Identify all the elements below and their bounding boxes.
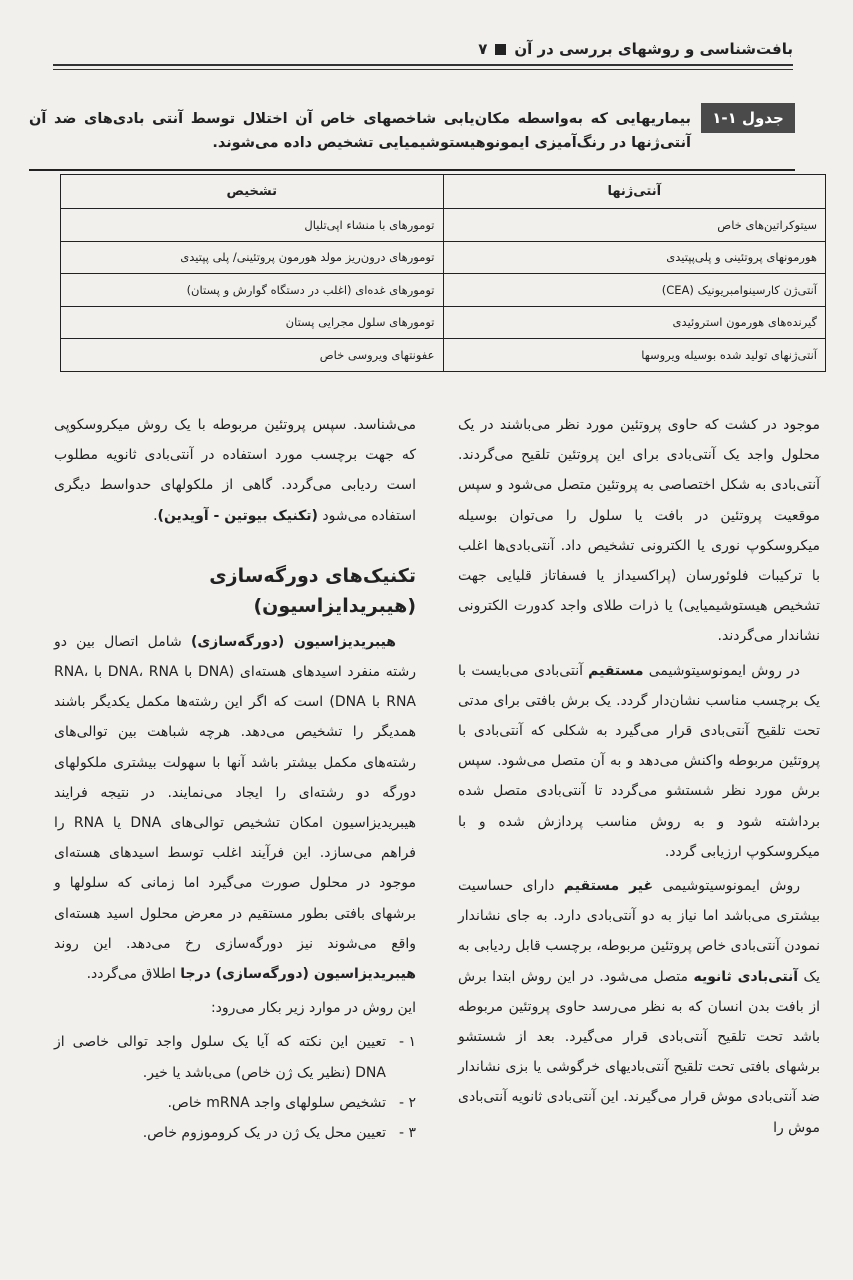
header-rule-thin	[53, 69, 793, 70]
list-item-text: تعیین محل یک ژن در یک کروموزوم خاص.	[142, 1125, 386, 1142]
table-row	[61, 338, 825, 371]
table-cell-antigen: آنتی‌ژن کارسینوامبریونیک (CEA)	[661, 282, 817, 297]
bold-term: هیبریدیزاسیون (دورگه‌سازی) درجا	[180, 966, 416, 983]
right-column	[458, 410, 820, 1147]
table-label-badge: جدول ۱-۱	[701, 103, 795, 133]
table-row	[61, 208, 825, 241]
text-run: روش ایمونوسیتوشیمی	[653, 878, 800, 895]
bold-term: غیر مستقیم	[563, 878, 654, 895]
paragraph-hybridization	[54, 627, 416, 989]
table-cell-diagnosis: تومورهای غده‌ای (اغلب در دستگاه گوارش و پستان)	[61, 274, 444, 306]
table-cell-diagnosis: تومورهای با منشاء اپی‌تلیال	[61, 209, 444, 241]
paragraph-indirect-method	[458, 871, 820, 1143]
square-bullet-icon	[495, 44, 506, 55]
bold-term: مستقیم	[588, 662, 644, 679]
text-run: .	[153, 507, 158, 524]
list-item	[54, 1027, 416, 1087]
text-run: آنتی‌بادی می‌بایست با یک برچسب مناسب نشان‌دار گردد. یک برش بافتی برای مدتی تحت تلقیح آنتی‌بادی قرار می‌گیرد به شکلی که آنتی‌بادی با پروتئین مربوطه واکنش می‌دهد و به آن متصل می‌شود. سپس برش مورد نظر شستشو می‌گردد تا آنتی‌بادی متصل شده برداشته شود و به روش مناسب پردازش شده و با میکروسکوپ ارزیابی گردد.	[458, 662, 820, 860]
bold-term: آنتی‌بادی ثانویه	[693, 968, 799, 985]
text-run: شامل اتصال بین دو رشته منفرد اسیدهای هسته‌ای (DNA با DNA، RNA با RNA، RNA با DNA) است که اگر این رشته‌ها مکمل یکدیگر باشند همدیگر را تشخیص می‌دهد. هرچه شباهت بین توالی‌های رشته‌های مکمل بیشتر باشد آنها با سهولت بیشتری ملکولهای دورگه دو رشته‌ای را ایجاد می‌نمایند. در نتیجه فرایند هیبریدیزاسیون امکان تشخیص توالی‌های DNA یا RNA را فراهم می‌سازد. این فرآیند اغلب توسط اسیدهای هسته‌ای موجود در محلول صورت می‌گیرد اما زمانی که سلولها و برشهای بافتی بطور مستقیم در معرض محلول اسید هسته‌ای واقع می‌شوند نیز دورگه‌سازی رخ می‌دهد. این روند	[54, 633, 417, 952]
table-cell-diagnosis: تومورهای درون‌ریز مولد هورمون پروتئینی/ پلی پپتیدی	[61, 242, 444, 274]
table-header-antigens: آنتی‌ژنها	[607, 184, 662, 199]
list-item	[54, 1088, 416, 1118]
text-run: متصل می‌شود. در این روش ابتدا برش از بافت بدن انسان که به نظر می‌رسد حاوی پروتئین مربوطه باشد تحت تلقیح آنتی‌بادی قرار می‌گیرد. بعد از شستشو برشهای بافتی تحت تلقیح آنتی‌بادیهای خرگوشی یا بزی نشاندار ضد آنتی‌بادی موش قرار می‌گیرند. این آنتی‌بادی ثانویه آنتی‌بادی موش را	[458, 968, 820, 1136]
table-cell-diagnosis: عفونتهای ویروسی خاص	[61, 339, 444, 371]
running-head	[53, 34, 793, 64]
list-number: ۳ -	[398, 1125, 416, 1142]
paragraph	[54, 410, 416, 531]
table-cell-diagnosis: تومورهای سلول مجرایی پستان	[61, 307, 444, 339]
table-row	[61, 241, 825, 274]
running-head-title: بافت‌شناسی و روشهای بررسی در آن	[514, 40, 793, 58]
table-caption	[29, 103, 795, 171]
text-run: می‌شناسد. سپس پروتئین مربوطه با یک روش میکروسکوپی که جهت برچسب مورد استفاده در آنتی‌بادی ثانویه مطلوب است ردیابی می‌گردد. گاهی از ملکولهای حدواسط دیگری استفاده می‌شود	[54, 417, 416, 524]
text-run: در روش ایمونوسیتوشیمی	[643, 662, 800, 679]
section-title: تکنیک‌های دورگه‌سازی (هیبریدایزاسیون)	[209, 564, 416, 617]
paragraph: موجود در کشت که حاوی پروتئین مورد نظر می‌باشند در یک محلول واجد یک آنتی‌بادی برای این پروتئین تلقیح می‌گردند. آنتی‌بادی به شکل اختصاصی به پروتئین متصل می‌شود و سپس موقعیت پروتئین در بافت یا سلول را می‌توان بوسیله میکروسکوپ نوری یا الکترونی تشخیص داد. آنتی‌بادی‌ها اغلب با ترکیبات فلوئورسان (پراکسیداز یا فسفاتاز قلیایی جهت تشخیص هیستوشیمیایی) یا ذرات طلای واجد کدورت الکترونی نشاندار می‌گردند.	[458, 417, 820, 645]
page-number: ۷	[478, 40, 488, 58]
paragraph-direct-method	[458, 656, 820, 867]
table-row	[61, 306, 825, 339]
paragraph: این روش در موارد زیر بکار می‌رود:	[210, 1000, 416, 1017]
table-header-row	[61, 175, 825, 208]
list-number: ۱ -	[398, 1034, 416, 1051]
antigen-table	[60, 174, 826, 372]
table-cell-antigen: گیرنده‌های هورمون استروئیدی	[672, 315, 817, 330]
list-item	[54, 1118, 416, 1148]
text-run: اطلاق می‌گردد.	[86, 966, 181, 983]
text-run: دارای حساسیت بیشتری می‌باشد اما نیاز به دو آنتی‌بادی دارد. به جای نشاندار نمودن آنتی‌بادی خاص پروتئین مربوطه، برچسب قابل ردیابی به یک	[458, 878, 820, 985]
table-row	[61, 273, 825, 306]
bold-term: (تکنیک بیوتین - آویدین)	[157, 507, 318, 524]
table-cell-antigen: هورمونهای پروتئینی و پلی‌پپتیدی	[666, 250, 817, 265]
list-item-text: تشخیص سلولهای واجد mRNA خاص.	[167, 1094, 386, 1111]
left-column	[54, 410, 416, 1148]
table-caption-text: بیماریهایی که به‌واسطه مکان‌یابی شاخصهای خاص آن اختلال توسط آنتی بادی‌های ضد آن آنتی‌ژنها در رنگ‌آمیزی ایمونوهیستوشیمیایی تشخیص داده می‌شوند.	[29, 111, 691, 151]
table-cell-antigen: سیتوکراتین‌های خاص	[717, 217, 817, 232]
list-item-text: تعیین این نکته که آیا یک سلول واجد توالی خاصی از DNA (نظیر یک ژن خاص) می‌باشد یا خیر.	[54, 1034, 386, 1081]
table-header-diagnosis: تشخیص	[61, 175, 444, 208]
list-number: ۲ -	[398, 1094, 416, 1111]
header-rule	[53, 64, 793, 66]
bold-term: هیبریدیزاسیون (دورگه‌سازی)	[190, 633, 396, 650]
table-cell-antigen: آنتی‌ژنهای تولید شده بوسیله ویروسها	[641, 347, 817, 362]
